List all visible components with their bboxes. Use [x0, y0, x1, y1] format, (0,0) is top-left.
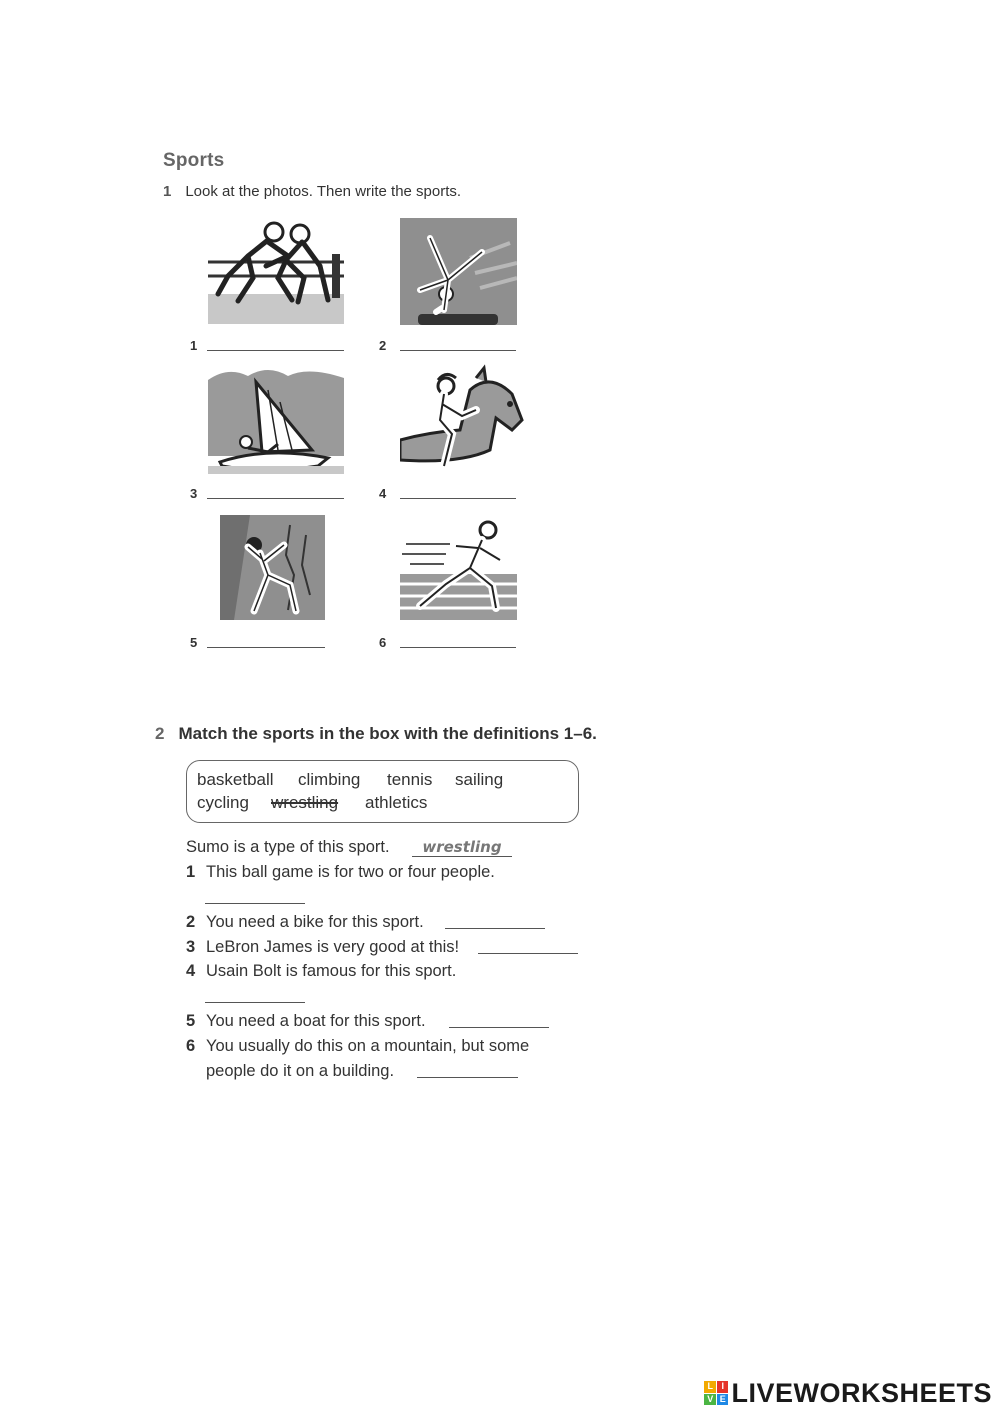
wrestling-icon — [208, 216, 344, 324]
photo-gymnastics — [400, 218, 517, 325]
question-5 — [186, 1012, 426, 1031]
question-number: 6 — [186, 1037, 196, 1055]
logo-text: LIVEWORKSHEETS — [731, 1377, 992, 1408]
logo-letter: V — [704, 1394, 716, 1406]
question-text: LeBron James is very good at this! — [206, 938, 460, 956]
exercise-2-instruction — [155, 724, 597, 744]
word-basketball: basketball — [197, 770, 274, 789]
question-4 — [186, 962, 456, 981]
sailing-icon — [208, 366, 344, 474]
horse-riding-icon — [400, 360, 525, 474]
photo-number: 5 — [190, 635, 198, 650]
exercise-2-number: 2 — [155, 724, 165, 743]
question-text: You usually do this on a mountain, but some — [206, 1037, 530, 1055]
logo-letter: I — [717, 1381, 729, 1393]
photo-climbing — [220, 515, 325, 620]
answer-line-4[interactable] — [400, 498, 516, 499]
climbing-icon — [220, 515, 325, 620]
section-title: Sports — [163, 150, 225, 171]
liveworksheets-logo — [704, 1378, 992, 1408]
word-tennis: tennis — [387, 770, 433, 789]
photo-running — [400, 514, 517, 620]
exercise-1-instruction — [163, 183, 461, 200]
question-number: 4 — [186, 962, 196, 980]
example-answer: wrestling — [422, 838, 502, 856]
question-number: 2 — [186, 913, 196, 931]
photo-number: 6 — [379, 635, 387, 650]
question-6-line-2: people do it on a building. — [206, 1062, 395, 1080]
running-icon — [400, 514, 517, 620]
answer-line-q3[interactable] — [478, 953, 578, 954]
logo-letter: L — [704, 1381, 716, 1393]
answer-line-3[interactable] — [207, 498, 344, 499]
word-wrestling-crossed: wrestling — [271, 793, 339, 812]
answer-line-q4[interactable] — [205, 1002, 305, 1003]
exercise-1-text: Look at the photos. Then write the sports. — [185, 183, 462, 200]
example-answer-line — [412, 838, 512, 857]
question-3 — [186, 938, 459, 957]
question-number: 3 — [186, 938, 196, 956]
question-6 — [186, 1037, 529, 1056]
logo-mark-icon — [704, 1381, 728, 1405]
answer-line-q1[interactable] — [205, 903, 305, 904]
gymnastics-icon — [400, 218, 517, 325]
answer-line-q5[interactable] — [449, 1027, 549, 1028]
answer-line-6[interactable] — [400, 647, 516, 648]
photo-wrestling — [208, 216, 344, 324]
exercise-1-number: 1 — [163, 183, 172, 200]
answer-line-2[interactable] — [400, 350, 516, 351]
question-text: You need a boat for this sport. — [206, 1012, 426, 1030]
answer-line-1[interactable] — [207, 350, 344, 351]
word-climbing: climbing — [298, 770, 361, 789]
question-text: You need a bike for this sport. — [206, 913, 424, 931]
question-text: This ball game is for two or four people. — [206, 863, 495, 881]
example-text: Sumo is a type of this sport. — [186, 838, 390, 856]
photo-number: 2 — [379, 338, 387, 353]
word-sailing: sailing — [455, 770, 504, 789]
word-cycling: cycling — [197, 793, 249, 812]
photo-sailing — [208, 366, 344, 474]
exercise-2-text: Match the sports in the box with the definitions 1–6. — [178, 724, 597, 743]
example-sentence — [186, 838, 390, 857]
logo-letter: E — [717, 1394, 729, 1406]
photo-number: 4 — [379, 486, 387, 501]
question-text: Usain Bolt is famous for this sport. — [206, 962, 457, 980]
question-number: 1 — [186, 863, 196, 881]
answer-line-5[interactable] — [207, 647, 325, 648]
question-1 — [186, 863, 495, 882]
photo-horse-riding — [400, 360, 525, 474]
answer-line-q2[interactable] — [445, 928, 545, 929]
word-box — [186, 760, 579, 823]
word-athletics: athletics — [365, 793, 428, 812]
photo-number: 1 — [190, 338, 198, 353]
question-number: 5 — [186, 1012, 196, 1030]
question-2 — [186, 913, 424, 932]
photo-number: 3 — [190, 486, 198, 501]
answer-line-q6[interactable] — [417, 1077, 518, 1078]
